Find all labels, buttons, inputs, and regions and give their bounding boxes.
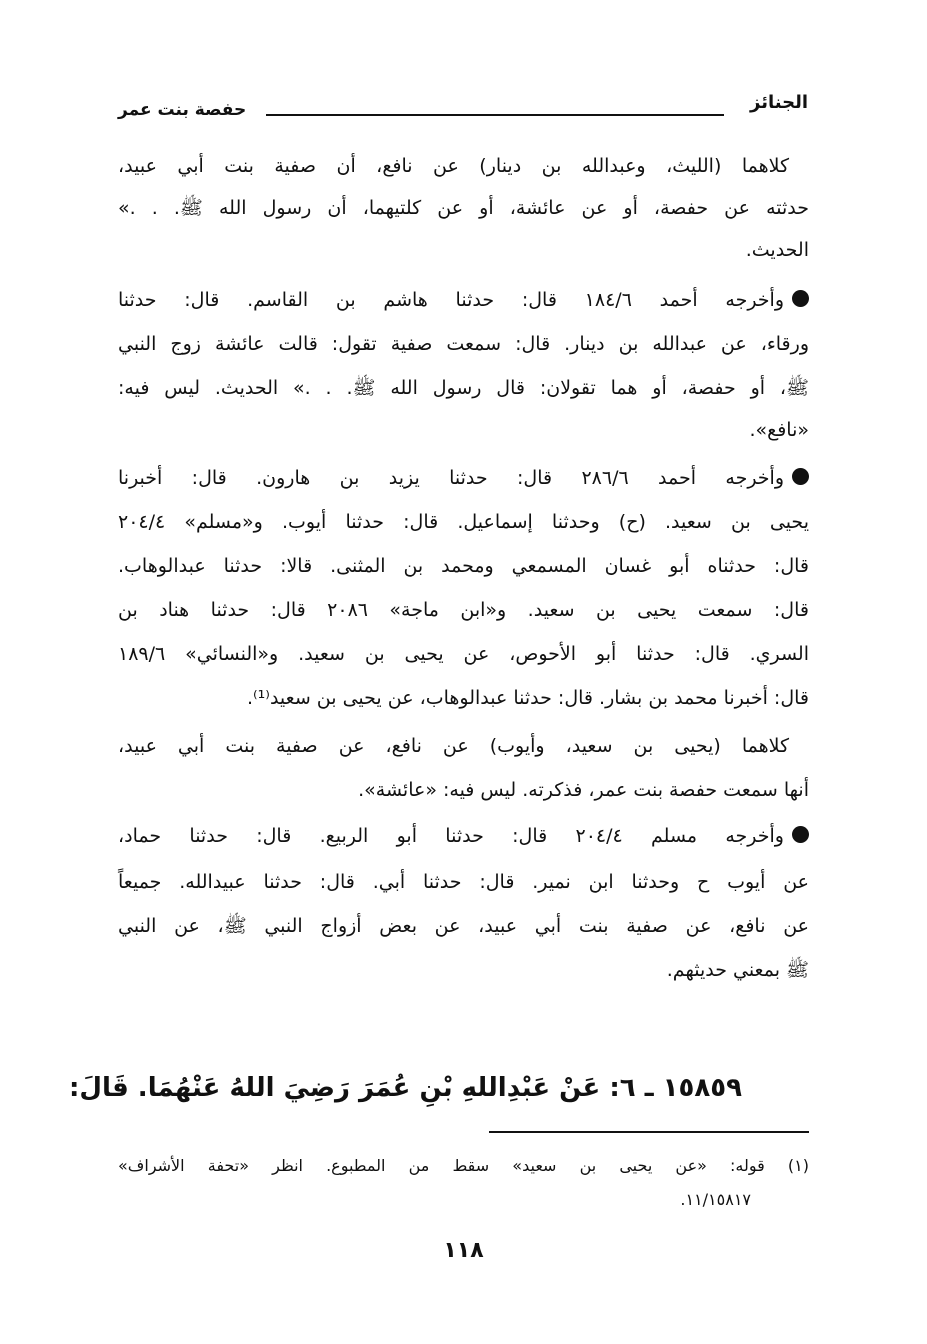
body-line: ورقاء، عن عبدالله بن دينار. قال: سمعت صفية تقول: قالت عائشة زوج النبي	[118, 333, 809, 355]
body-line-bulleted	[118, 280, 809, 320]
footnote-line: (١) قوله: «عن يحيى بن سعيد» سقط من المطبوع. انظر «تحفة الأشراف»	[118, 1156, 809, 1175]
body-line: كلاهما (الليث، وعبدالله بن دينار) عن نافع، أن صفية بنت أبي عبيد،	[118, 155, 789, 177]
body-line: أنها سمعت حفصة بنت عمر، فذكرته. ليس فيه: «عائشة».	[358, 779, 809, 801]
body-line: عن نافع، عن صفية بنت أبي عبيد، عن بعض أزواج النبي ﷺ، عن النبي	[118, 915, 809, 937]
hadith-heading: ١٥٨٥٩ ـ ٦: عَنْ عَبْدِاللهِ بْنِ عُمَرَ رَضِيَ اللهُ عَنْهُمَا. قَالَ:	[69, 1073, 742, 1103]
body-line-bulleted	[118, 816, 809, 856]
body-line: «نافع».	[749, 419, 809, 441]
body-line-text: وأخرجه مسلم ٢٠٤/٤ قال: حدثنا أبو الربيع. قال: حدثنا حماد،	[118, 825, 784, 847]
body-line: كلاهما (يحيى بن سعيد، وأيوب) عن نافع، عن صفية بنت أبي عبيد،	[118, 735, 789, 757]
body-line: قال: أخبرنا محمد بن بشار. قال: حدثنا عبدالوهاب، عن يحيى بن سعيد⁽¹⁾.	[246, 687, 809, 709]
bullet-icon	[792, 290, 809, 307]
body-line: السري. قال: حدثنا أبو الأحوص، عن يحيى بن سعيد. و«النسائي» ١٨٩/٦	[118, 643, 809, 665]
body-line: قال: سمعت يحيى بن سعيد. و«ابن ماجة» ٢٠٨٦ قال: حدثنا هناد بن	[118, 599, 809, 621]
body-line: عن أيوب ح وحدثنا ابن نمير. قال: حدثنا أبي. قال: حدثنا عبيدالله. جميعاً	[118, 871, 809, 893]
body-line-text: وأخرجه أحمد ٢٨٦/٦ قال: حدثنا يزيد بن هارون. قال: أخبرنا	[118, 467, 784, 489]
footnote-line: ١١/١٥٨١٧.	[680, 1190, 751, 1209]
body-line-bulleted	[118, 458, 809, 498]
section-title: حفصة بنت عمر	[118, 100, 247, 120]
footnote-rule	[489, 1131, 809, 1133]
body-line: ﷺ بمعني حديثهم.	[666, 959, 809, 981]
body-line-text: وأخرجه أحمد ١٨٤/٦ قال: حدثنا هاشم بن القاسم. قال: حدثنا	[118, 289, 785, 311]
body-line: يحيى بن سعيد. (ح) وحدثنا إسماعيل. قال: حدثنا أيوب. و«مسلم» ٢٠٤/٤	[118, 511, 809, 533]
body-line: قال: حدثناه أبو غسان المسمعي ومحمد بن المثنى. قالا: حدثنا عبدالوهاب.	[118, 555, 809, 577]
page-number: ١١٨	[443, 1238, 484, 1263]
bullet-icon	[792, 826, 809, 843]
body-line: حدثته عن حفصة، أو عن عائشة، أو عن كلتيهما، أن رسول الله ﷺ. . .»	[118, 197, 809, 219]
chapter-title: الجنائز	[750, 92, 808, 113]
body-line: الحديث.	[745, 239, 809, 261]
running-header	[118, 92, 808, 122]
body-line: ﷺ، أو حفصة، أو هما تقولان: قال رسول الله ﷺ. . .» الحديث. ليس فيه:	[118, 377, 809, 399]
header-rule	[266, 114, 724, 116]
bullet-icon	[792, 468, 809, 485]
